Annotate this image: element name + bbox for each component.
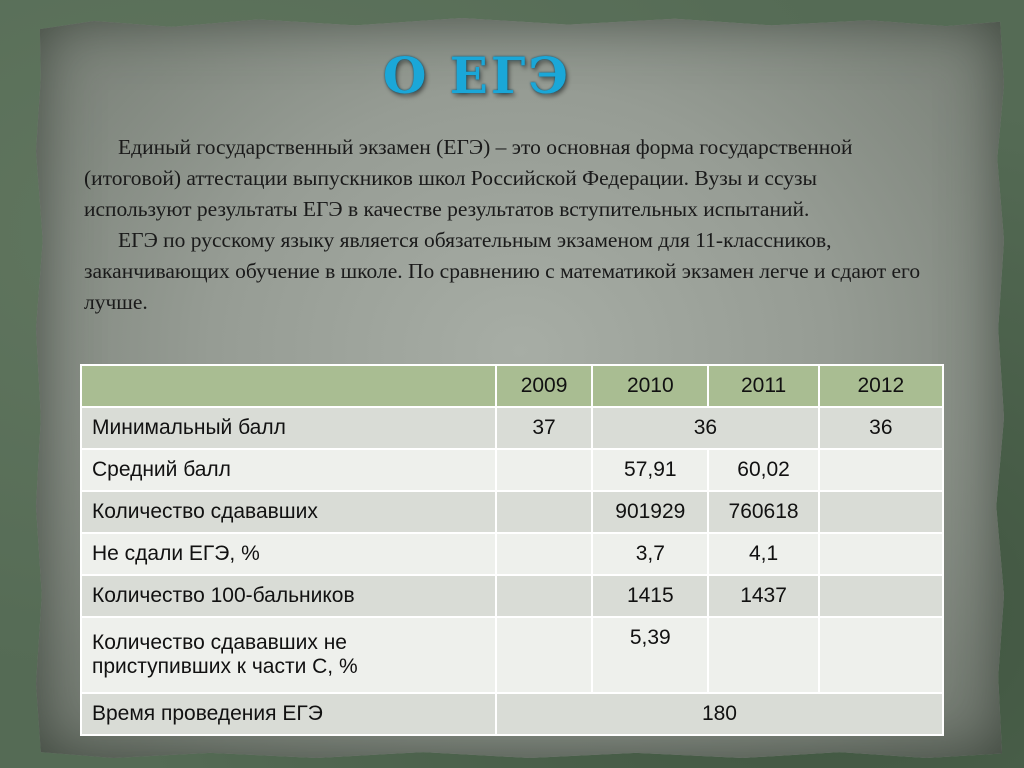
exam-stats-table (80, 364, 944, 736)
table-cell (819, 533, 943, 575)
table-cell (496, 575, 592, 617)
row-label: Минимальный балл (81, 407, 496, 449)
table-cell: 60,02 (708, 449, 818, 491)
table-row (81, 575, 943, 617)
row-label: Средний балл (81, 449, 496, 491)
table-header-cell: 2010 (592, 365, 708, 407)
intro-paragraph: ЕГЭ по русскому языку является обязательным экзаменом для 11-классников, заканчивающих обучение в школе. По сравнению с математикой экзамен легче и сдают его лучше. (84, 228, 921, 314)
row-label: Не сдали ЕГЭ, % (81, 533, 496, 575)
table-cell (819, 491, 943, 533)
page-title: О ЕГЭ (382, 46, 572, 105)
table-row (81, 533, 943, 575)
table-cell: 3,7 (592, 533, 708, 575)
table-cell (819, 617, 943, 693)
table-header-cell: 2011 (708, 365, 818, 407)
table-row (81, 693, 943, 735)
row-label: Количество 100-бальников (81, 575, 496, 617)
row-label: Количество сдававших (81, 491, 496, 533)
table-cell (496, 449, 592, 491)
table-cell: 4,1 (708, 533, 818, 575)
table-cell: 760618 (708, 491, 818, 533)
table-header-cell: 2012 (819, 365, 943, 407)
table-cell: 57,91 (592, 449, 708, 491)
table-row (81, 617, 943, 693)
intro-text (84, 132, 924, 318)
table-cell (708, 617, 818, 693)
table-cell: 5,39 (592, 617, 708, 693)
table-cell (496, 533, 592, 575)
table-cell: 180 (496, 693, 943, 735)
table-row (81, 491, 943, 533)
table-cell: 1415 (592, 575, 708, 617)
table-cell (819, 575, 943, 617)
table-cell: 37 (496, 407, 592, 449)
intro-paragraph: Единый государственный экзамен (ЕГЭ) – это основная форма государственной (итоговой) аттестации выпускников школ Российской Федерации. Вузы и ссузы используют результаты ЕГЭ в качестве результатов вступительных испытаний. (84, 135, 853, 221)
table-cell: 36 (592, 407, 819, 449)
table-header-cell: 2009 (496, 365, 592, 407)
table-cell (496, 617, 592, 693)
table-cell: 1437 (708, 575, 818, 617)
table-cell (496, 491, 592, 533)
table-header-cell (81, 365, 496, 407)
table-header-row (81, 365, 943, 407)
table-cell (819, 449, 943, 491)
row-label: Время проведения ЕГЭ (81, 693, 496, 735)
table-cell: 36 (819, 407, 943, 449)
table-row (81, 449, 943, 491)
table-cell: 901929 (592, 491, 708, 533)
table-row (81, 407, 943, 449)
row-label: Количество сдававших не приступивших к части С, % (81, 617, 496, 693)
